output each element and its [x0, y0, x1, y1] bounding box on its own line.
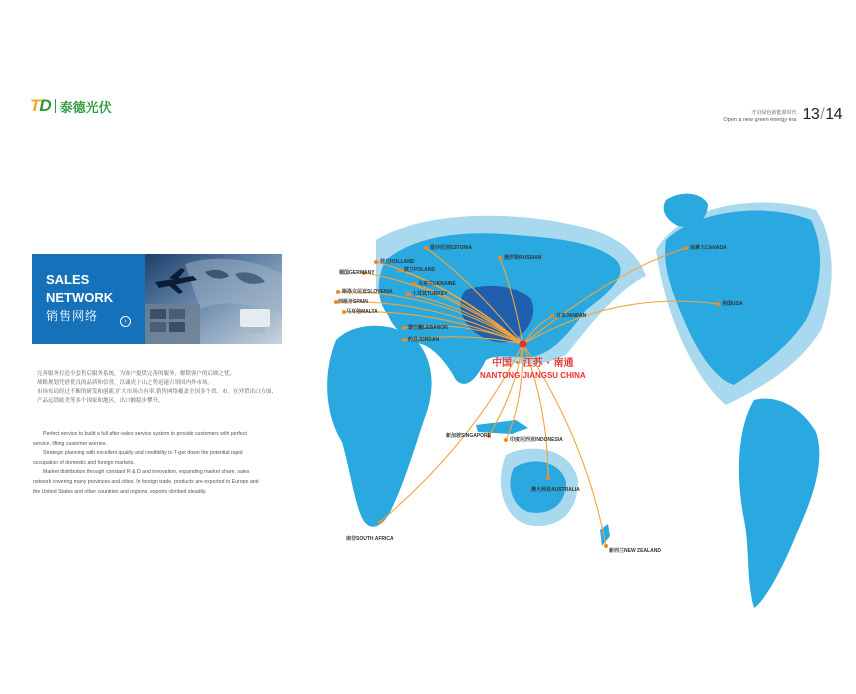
label-estonia: 爱沙尼亚ESTONIA: [430, 245, 473, 251]
slogan-cn: 开启绿色新能源时代: [751, 110, 797, 116]
dot-new-zealand: [604, 544, 608, 548]
hub-dot: [520, 341, 527, 348]
body-text-en: [33, 430, 295, 497]
dot-usa: [716, 302, 720, 306]
banner-title: [46, 271, 113, 325]
label-singapore: 新加坡SINGAPORE: [446, 433, 492, 439]
company-logo: [30, 96, 112, 116]
dot-holland: [374, 260, 378, 264]
label-lebanon: 黎巴嫩LEBANON: [408, 325, 448, 331]
dot-australia: [546, 476, 550, 480]
label-usa: 美国USA: [722, 301, 743, 307]
dot-lebanon: [402, 326, 406, 330]
arrow-right-icon: ›: [120, 316, 131, 327]
hub-label-en: NANTONG JIANGSU CHINA: [480, 371, 586, 380]
body-cn-line: 产品远销欧美等多个国家和地区，出口额稳步攀升。: [37, 398, 164, 404]
label-australia: 澳大利亚AUSTRALIA: [531, 487, 580, 493]
dot-turkey: [406, 292, 410, 296]
label-slovenia: 斯洛文尼亚SLOVENIA: [342, 289, 393, 295]
dot-japan: [550, 314, 554, 318]
banner-title-line2: NETWORK: [46, 290, 114, 305]
dot-russian: [498, 256, 502, 260]
label-russian: 俄罗斯RUSSIAN: [504, 255, 542, 261]
dot-jordan: [402, 338, 406, 342]
body-cn-line: 完善服务打造全套售后服务系统，为客户提供完善的服务，解除客户的后顾之忧。: [37, 371, 236, 377]
slogan-en: Open a new green energy era: [723, 117, 797, 123]
body-en-line: occupation of domestic and foreign markets.: [33, 459, 135, 466]
dot-indonesia: [504, 438, 508, 442]
logo-divider: [55, 99, 56, 113]
body-en-line: Market distribution through constant R & D and innovation, expanding market share, sales: [43, 469, 250, 476]
indonesia-land: [476, 420, 528, 434]
page-separator: /: [820, 106, 825, 123]
banner-title-line1: SALES: [46, 272, 90, 287]
label-new-zealand: 新西兰NEW ZEALAND: [609, 548, 661, 554]
label-germany: 德国GERMANY: [339, 270, 375, 276]
dot-ukraine: [412, 282, 416, 286]
hub-label-cn: 中国 · 江苏 · 南通: [492, 358, 574, 369]
dot-estonia: [424, 246, 428, 250]
body-text-cn: [37, 370, 292, 406]
label-turkey: 土耳其TURKEY: [412, 291, 448, 297]
dot-slovenia: [336, 290, 340, 294]
page-header: [723, 106, 842, 124]
label-poland: 波兰POLAND: [404, 267, 436, 273]
dot-poland: [398, 268, 402, 272]
africa-land: [327, 326, 431, 527]
label-malta: 马耳他MALTA: [346, 309, 378, 315]
body-cn-line: 战略规划凭借优良的品质和信誉，以诚虎下山之势迅速占领国内外市场。: [37, 380, 214, 386]
logistics-photo: [145, 254, 282, 344]
label-jordan: 约旦JORDAN: [408, 337, 440, 343]
page-current: 13: [802, 106, 820, 123]
label-indonesia: 印度尼西亚INDONESIA: [510, 437, 563, 443]
dot-south-africa: [378, 520, 382, 524]
label-holland: 荷兰HOLLAND: [380, 259, 415, 265]
body-en-line: the United States and other countries and regions, exports climbed steadily.: [33, 488, 207, 495]
world-sales-map: [316, 180, 844, 616]
body-en-line: Perfect service to build a full after-sales service system to provide customers with perfect: [43, 431, 247, 437]
page-total: 14: [825, 106, 842, 123]
dot-canada: [684, 246, 688, 250]
banner-title-cn: 销售网络: [46, 309, 99, 323]
slogan: [723, 110, 796, 124]
body-en-line: Strategic planning with excellent quality and credibility to T-ger down the potential rapid: [43, 450, 243, 457]
label-south-africa: 南非SOUTH AFRICA: [346, 536, 394, 542]
logo-mark: TD: [30, 96, 51, 115]
logo-text: 泰德光伏: [59, 100, 112, 116]
label-japan: 日本JANPAN: [556, 313, 587, 319]
south-america-land: [739, 399, 819, 608]
body-en-line: network covering many provinces and cities. In foreign trade, products are exported to Europe and: [33, 478, 259, 485]
label-ukraine: 乌克兰UKRAINE: [418, 281, 456, 287]
body-en-line: service, lifting customer worries.: [33, 440, 107, 447]
label-canada: 加拿大CANADA: [690, 245, 727, 251]
page-number: [802, 106, 842, 124]
body-cn-line: 市场布局经过不断的研发和创新,扩大市场占有率,销售网络覆盖全国多个省、市。在外贸出口方面,: [37, 389, 274, 395]
sales-network-banner: [32, 254, 282, 344]
label-spain: 西班牙SPAIN: [338, 299, 368, 305]
